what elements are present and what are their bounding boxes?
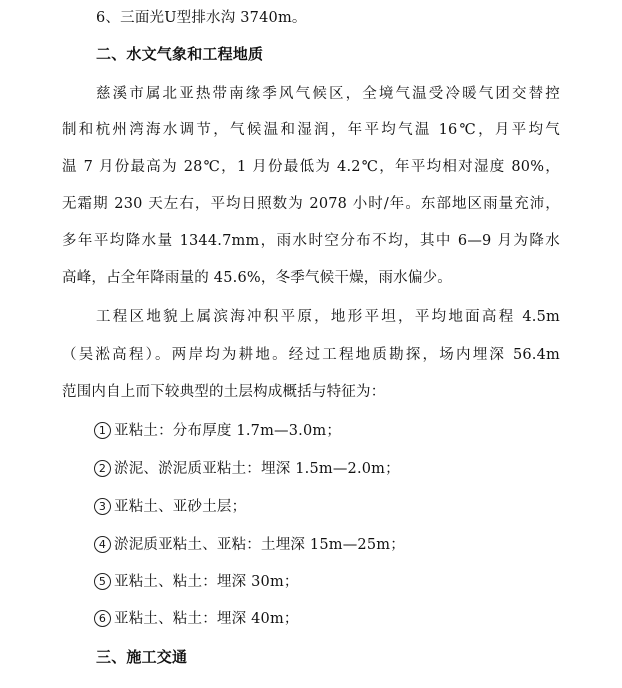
soil-layer-item (94, 421, 594, 441)
soil-layer-text: 亚粘土、粘土：埋深 40m； (114, 611, 299, 627)
paragraph-1-line-4: 无霜期 230 天左右，平均日照数为 2078 小时/年。东部地区雨量充沛， (62, 196, 560, 212)
paragraph-1-line-6: 高峰，占全年降雨量的 45.6%，冬季气候干燥，雨水偏少。 (62, 270, 452, 286)
soil-layer-item (94, 535, 594, 555)
paragraph-1-line-1: 慈溪市属北亚热带南缘季风气候区，全境气温受冷暖气团交替控 (96, 86, 560, 102)
section-2-heading: 二、水文气象和工程地质 (96, 45, 264, 63)
soil-layer-item (94, 609, 594, 629)
circled-number: 5 (94, 573, 111, 590)
paragraph-1-line-5: 多年平均降水量 1344.7mm，雨水时空分布不均，其中 6—9 月为降水 (62, 233, 560, 249)
circled-number: 1 (94, 422, 111, 439)
circled-number: 2 (94, 460, 111, 477)
soil-layer-text: 亚粘土、粘土：埋深 30m； (114, 574, 299, 590)
soil-layer-item (94, 497, 594, 517)
intro-line: 6、三面光U型排水沟 3740m。 (96, 10, 307, 26)
paragraph-1-line-3: 温 7 月份最高为 28℃，1 月份最低为 4.2℃，年平均相对湿度 80%， (62, 159, 560, 175)
soil-layer-text: 亚粘土：分布厚度 1.7m—3.0m； (114, 423, 342, 439)
soil-layer-item (94, 459, 594, 479)
paragraph-1-line-2: 制和杭州湾海水调节，气候温和湿润，年平均气温 16℃，月平均气 (62, 122, 560, 138)
soil-layer-item (94, 572, 594, 592)
paragraph-2-line-1: 工程区地貌上属滨海冲积平原，地形平坦，平均地面高程 4.5m (96, 309, 560, 325)
circled-number: 3 (94, 498, 111, 515)
soil-layer-text: 亚粘土、亚砂土层； (114, 499, 247, 515)
soil-layer-text: 淤泥、淤泥质亚粘土：埋深 1.5m—2.0m； (114, 461, 400, 477)
soil-layer-text: 淤泥质亚粘土、亚粘：土埋深 15m—25m； (114, 537, 405, 553)
paragraph-2-line-3: 范围内自上而下较典型的土层构成概括与特征为： (62, 384, 386, 400)
circled-number: 6 (94, 610, 111, 627)
circled-number: 4 (94, 536, 111, 553)
paragraph-2-line-2: （吴淞高程）。两岸均为耕地。经过工程地质勘探，场内埋深 56.4m (62, 347, 560, 363)
section-3-heading: 三、施工交通 (96, 648, 188, 666)
